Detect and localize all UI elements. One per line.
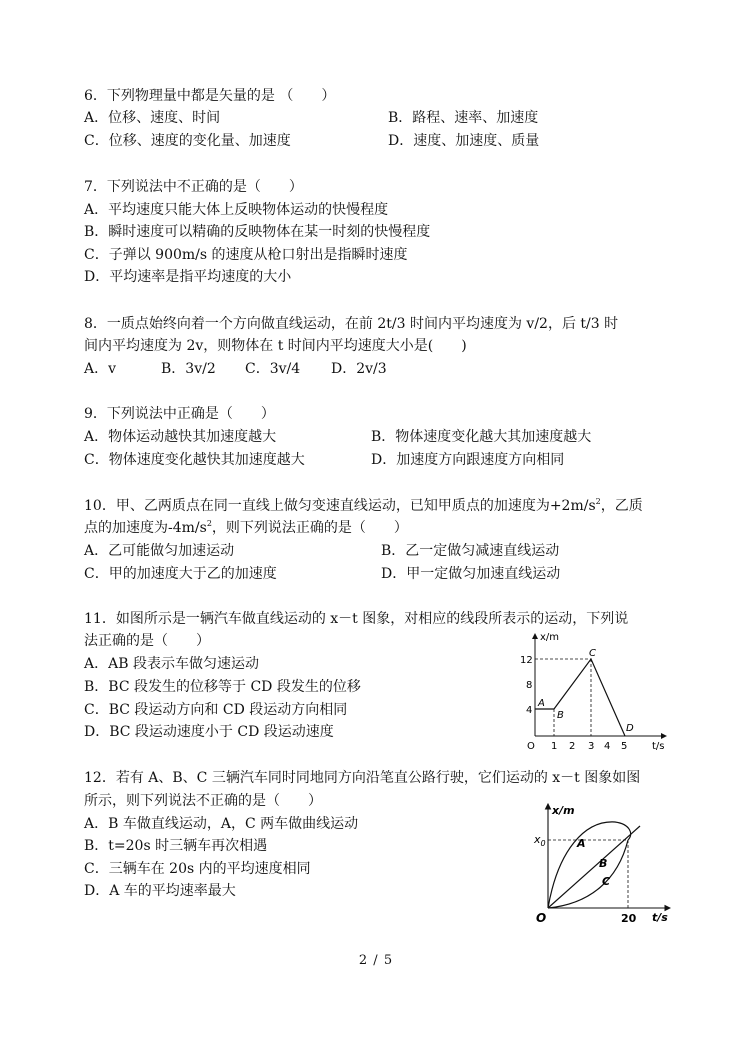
q12-y-axis-label: x/m: [552, 804, 575, 817]
q11-y-tick: 12: [520, 655, 533, 666]
q7-stem: 7．下列说法中不正确的是（ ）: [84, 179, 303, 195]
q11-x-tick: 4: [604, 741, 611, 752]
q7-option-b: B．瞬时速度可以精确的反映物体在某一时刻的快慢程度: [84, 224, 431, 240]
q11-option-c: C．BC 段运动方向和 CD 段运动方向相同: [84, 702, 348, 718]
q6-stem: 6．下列物理量中都是矢量的是 （ ）: [84, 88, 336, 104]
q11-x-tick: 5: [621, 741, 628, 752]
q11-origin-label: O: [527, 741, 535, 752]
q8-stem-line2: 间内平均速度为 2v，则物体在 t 时间内平均速度大小是( ): [84, 338, 467, 354]
q12-stem-line2: 所示，则下列说法不正确的是（ ）: [84, 793, 322, 809]
q11-x-tick: 3: [588, 741, 595, 752]
q11-point-c: C: [589, 648, 596, 659]
q12-t20-label: 20: [621, 912, 637, 924]
q9-option-a: A．物体运动越快其加速度越大: [84, 429, 277, 445]
q12-curve-c-label: C: [602, 875, 611, 888]
q12-line-b: [548, 826, 640, 908]
q12-option-c: C．三辆车在 20s 内的平均速度相同: [84, 861, 311, 877]
page-number: 2 / 5: [358, 953, 394, 968]
q12-x-axis-label: t/s: [652, 911, 668, 924]
q11-motion-line: [535, 659, 625, 736]
q12-option-a: A．B 车做直线运动，A，C 两车做曲线运动: [84, 816, 359, 832]
q11-x-axis-label: t/s: [652, 741, 665, 752]
q10-option-d: D．甲一定做匀加速直线运动: [381, 566, 561, 582]
q11-y-tick: 4: [526, 705, 533, 716]
q8-option-a: A．v: [84, 361, 117, 377]
q8-stem-line1: 8．一质点始终向着一个方向做直线运动，在前 2t/3 时间内平均速度为 v/2，后 t/3 时: [84, 316, 619, 332]
q12-curve-a-label: A: [577, 837, 586, 850]
q10-superscript-2: 2: [206, 519, 212, 528]
q6-option-b: B．路程、速率、加速度: [388, 110, 539, 126]
q11-stem-line2: 法正确的是（ ）: [84, 633, 210, 649]
q8-option-d: D．2v/3: [331, 361, 387, 377]
q11-option-a: A．AB 段表示车做匀速运动: [84, 656, 259, 672]
q11-xt-graph: [518, 628, 678, 754]
q11-point-b: B: [557, 710, 564, 721]
q12-xt-graph: [530, 800, 680, 924]
q11-point-d: D: [626, 723, 634, 734]
q12-option-b: B．t=20s 时三辆车再次相遇: [84, 838, 268, 854]
q10-superscript-1: 2: [595, 497, 601, 506]
q11-stem-line1: 11．如图所示是一辆汽车做直线运动的 x－t 图象，对相应的线段所表示的运动，下列说: [84, 611, 629, 627]
q9-option-d: D．加速度方向跟速度方向相同: [371, 452, 565, 468]
q11-x-tick: 1: [551, 741, 558, 752]
q6-option-a: A．位移、速度、时间: [84, 110, 221, 126]
q12-origin-label: O: [536, 911, 547, 924]
q6-option-c: C．位移、速度的变化量、加速度: [84, 133, 291, 149]
q9-option-c: C．物体速度变化越快其加速度越大: [84, 452, 305, 468]
q10-stem-line1-text: 10．甲、乙两质点在同一直线上做匀变速直线运动，已知甲质点的加速度为+2m/s: [84, 498, 596, 514]
q8-option-c: C．3v/4: [245, 361, 301, 377]
q10-option-a: A．乙可能做匀加速运动: [84, 543, 235, 559]
q6-option-d: D．速度、加速度、质量: [388, 133, 540, 149]
q8-option-b: B．3v/2: [161, 361, 216, 377]
q7-option-d: D．平均速率是指平均速度的大小: [84, 269, 292, 285]
q11-option-b: B．BC 段发生的位移等于 CD 段发生的位移: [84, 679, 361, 695]
q10-stem-line1-tail: ，乙质: [600, 498, 643, 514]
q11-y-tick: 8: [526, 680, 533, 691]
q10-stem-line2-text: 点的加速度为-4m/s: [84, 520, 207, 536]
q10-option-b: B．乙一定做匀减速直线运动: [381, 543, 560, 559]
q12-line-b-label: B: [599, 857, 608, 870]
q10-option-c: C．甲的加速度大于乙的加速度: [84, 566, 277, 582]
q7-option-a: A．平均速度只能大体上反映物体运动的快慢程度: [84, 202, 389, 218]
q10-stem-line2-tail: ，则下列说法正确的是（ ）: [211, 520, 408, 536]
q12-x0-label: [533, 833, 546, 848]
q12-x0-subscript: 0: [540, 839, 546, 848]
q11-y-axis-label: x/m: [540, 632, 560, 643]
q7-option-c: C．子弹以 900m/s 的速度从枪口射出是指瞬时速度: [84, 247, 408, 263]
q12-stem-line1: 12．若有 A、B、C 三辆汽车同时同地同方向沿笔直公路行驶，它们运动的 x－t 图象如图: [84, 770, 641, 786]
q10-stem-line1: [84, 497, 643, 515]
q9-stem: 9．下列说法中正确是（ ）: [84, 406, 275, 422]
q11-point-a: A: [538, 698, 545, 709]
q10-stem-line2: [84, 519, 408, 537]
q12-option-d: D．A 车的平均速率最大: [84, 883, 236, 899]
q12-x0-letter: x: [534, 833, 541, 846]
q9-option-b: B．物体速度变化越大其加速度越大: [371, 429, 592, 445]
q11-option-d: D．BC 段运动速度小于 CD 段运动速度: [84, 724, 334, 740]
q11-x-tick: 2: [569, 741, 576, 752]
